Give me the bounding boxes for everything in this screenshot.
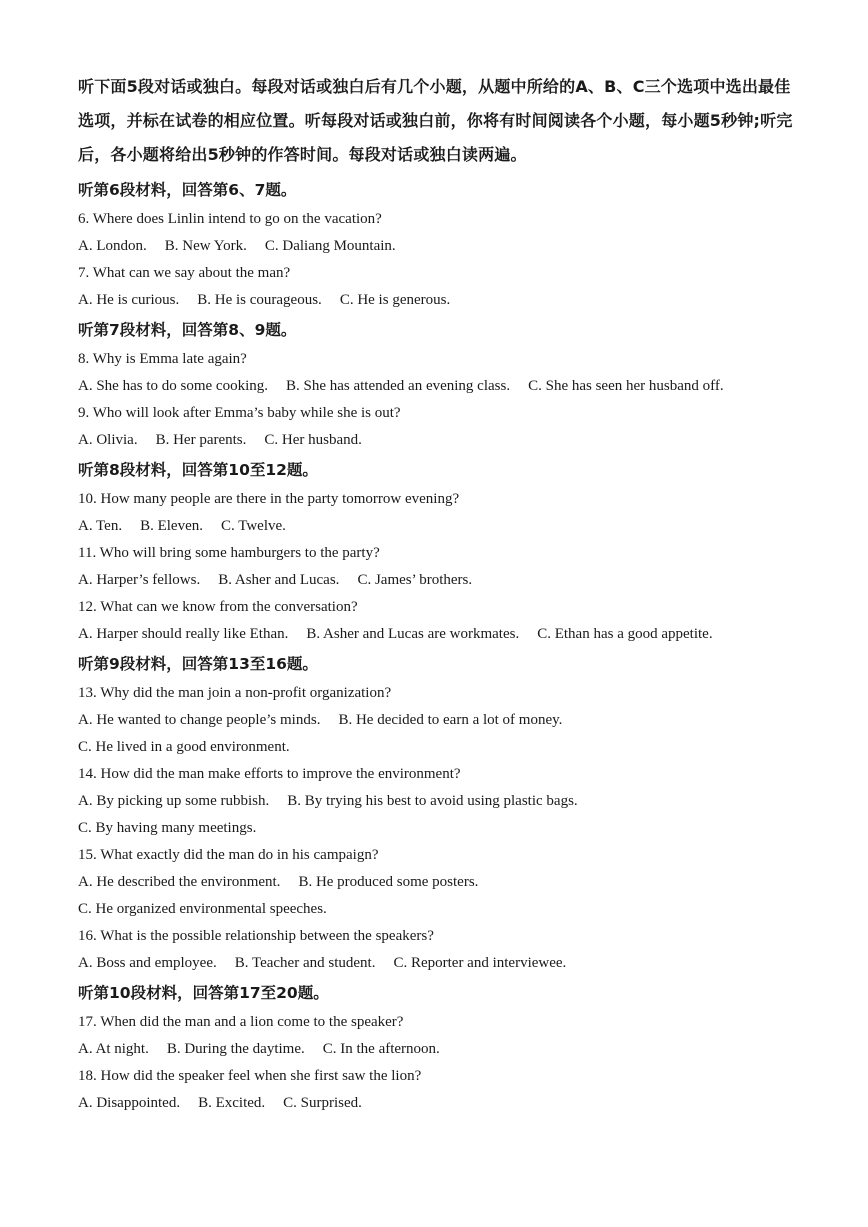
options-line bbox=[78, 513, 798, 540]
answer-option: C. He organized environmental speeches. bbox=[78, 901, 327, 917]
options-line bbox=[78, 567, 798, 594]
answer-option: B. Excited. bbox=[198, 1095, 266, 1111]
options-line bbox=[78, 621, 798, 648]
question-text: 10. How many people are there in the party tomorrow evening? bbox=[78, 491, 460, 507]
options-line bbox=[78, 1036, 798, 1063]
section-heading: 听第8段材料，回答第10至12题。 bbox=[78, 461, 318, 479]
answer-option: A. Olivia. bbox=[78, 432, 138, 448]
question-text: 18. How did the speaker feel when she first saw the lion? bbox=[78, 1068, 422, 1084]
answer-option: C. She has seen her husband off. bbox=[528, 378, 724, 394]
question-text: 9. Who will look after Emma’s baby while she is out? bbox=[78, 405, 401, 421]
answer-option: B. Eleven. bbox=[140, 518, 203, 534]
answer-option: A. By picking up some rubbish. bbox=[78, 793, 270, 809]
answer-option: C. By having many meetings. bbox=[78, 820, 257, 836]
answer-option: B. He produced some posters. bbox=[298, 874, 479, 890]
question-text: 14. How did the man make efforts to improve the environment? bbox=[78, 766, 461, 782]
answer-option: B. Her parents. bbox=[155, 432, 247, 448]
question-text: 17. When did the man and a lion come to the speaker? bbox=[78, 1014, 404, 1030]
question-text: 16. What is the possible relationship between the speakers? bbox=[78, 928, 434, 944]
answer-option: A. At night. bbox=[78, 1041, 149, 1057]
answer-option: C. In the afternoon. bbox=[322, 1041, 440, 1057]
options-line bbox=[78, 233, 798, 260]
section bbox=[78, 454, 798, 648]
answer-option: C. Her husband. bbox=[264, 432, 362, 448]
options-line bbox=[78, 950, 798, 977]
answer-option: B. Asher and Lucas. bbox=[218, 572, 340, 588]
options-line bbox=[78, 373, 798, 400]
answer-option: C. James’ brothers. bbox=[357, 572, 473, 588]
answer-option: C. He is generous. bbox=[339, 292, 451, 308]
question-text: 15. What exactly did the man do in his campaign? bbox=[78, 847, 379, 863]
options-line bbox=[78, 287, 798, 314]
exam-page bbox=[78, 70, 798, 1117]
question-text: 13. Why did the man join a non-profit organization? bbox=[78, 685, 392, 701]
answer-option: B. By trying his best to avoid using plastic bags. bbox=[287, 793, 578, 809]
answer-option: A. He is curious. bbox=[78, 292, 180, 308]
answer-option: A. He described the environment. bbox=[78, 874, 281, 890]
options-line bbox=[78, 815, 798, 842]
answer-option: A. London. bbox=[78, 238, 147, 254]
section bbox=[78, 174, 798, 314]
answer-option: B. Teacher and student. bbox=[234, 955, 376, 971]
question-text: 7. What can we say about the man? bbox=[78, 265, 291, 281]
options-line bbox=[78, 707, 798, 734]
answer-option: B. Asher and Lucas are workmates. bbox=[306, 626, 520, 642]
answer-option: C. Surprised. bbox=[283, 1095, 362, 1111]
options-line bbox=[78, 427, 798, 454]
options-line bbox=[78, 896, 798, 923]
options-line bbox=[78, 734, 798, 761]
answer-option: B. He is courageous. bbox=[197, 292, 322, 308]
instructions-paragraph: 听下面5段对话或独白。每段对话或独白后有几个小题，从题中所给的A、B、C三个选项中选出最佳选项，并标在试卷的相应位置。听每段对话或独白前，你将有时间阅读各个小题，每小题5秒钟;听完后，各小题将给出5秒钟的作答时间。每段对话或独白读两遍。 bbox=[78, 77, 793, 164]
answer-option: C. Reporter and interviewee. bbox=[393, 955, 567, 971]
section bbox=[78, 648, 798, 977]
options-line bbox=[78, 1090, 798, 1117]
answer-option: C. He lived in a good environment. bbox=[78, 739, 290, 755]
question-text: 6. Where does Linlin intend to go on the vacation? bbox=[78, 211, 382, 227]
question-text: 8. Why is Emma late again? bbox=[78, 351, 247, 367]
sections-container bbox=[78, 174, 798, 1117]
section-heading: 听第6段材料，回答第6、7题。 bbox=[78, 181, 297, 199]
answer-option: A. He wanted to change people’s minds. bbox=[78, 712, 321, 728]
answer-option: A. Harper should really like Ethan. bbox=[78, 626, 289, 642]
answer-option: A. Ten. bbox=[78, 518, 123, 534]
section-heading: 听第7段材料，回答第8、9题。 bbox=[78, 321, 297, 339]
question-text: 12. What can we know from the conversation? bbox=[78, 599, 358, 615]
answer-option: A. She has to do some cooking. bbox=[78, 378, 268, 394]
answer-option: B. He decided to earn a lot of money. bbox=[338, 712, 563, 728]
answer-option: A. Boss and employee. bbox=[78, 955, 217, 971]
answer-option: B. During the daytime. bbox=[166, 1041, 305, 1057]
options-line bbox=[78, 788, 798, 815]
question-text: 11. Who will bring some hamburgers to the party? bbox=[78, 545, 380, 561]
answer-option: C. Daliang Mountain. bbox=[264, 238, 396, 254]
answer-option: C. Ethan has a good appetite. bbox=[537, 626, 713, 642]
section bbox=[78, 977, 798, 1117]
answer-option: B. She has attended an evening class. bbox=[285, 378, 511, 394]
options-line bbox=[78, 869, 798, 896]
section-heading: 听第10段材料，回答第17至20题。 bbox=[78, 984, 329, 1002]
answer-option: B. New York. bbox=[164, 238, 247, 254]
section bbox=[78, 314, 798, 454]
answer-option: C. Twelve. bbox=[221, 518, 286, 534]
section-heading: 听第9段材料，回答第13至16题。 bbox=[78, 655, 318, 673]
answer-option: A. Harper’s fellows. bbox=[78, 572, 201, 588]
answer-option: A. Disappointed. bbox=[78, 1095, 181, 1111]
